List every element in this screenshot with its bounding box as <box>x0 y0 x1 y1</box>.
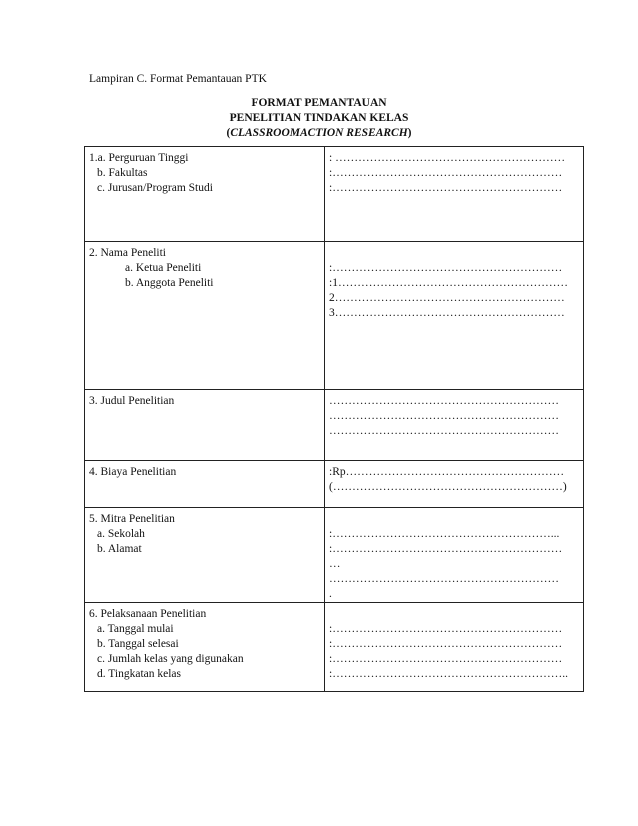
fill-in-line[interactable]: :…………………………………………………… <box>329 653 563 665</box>
fill-in-line[interactable]: :…………………………………………………….. <box>329 668 568 680</box>
form-row-institution <box>85 147 584 242</box>
field-label: c. Jumlah kelas yang digunakan <box>97 653 244 665</box>
form-row-partner <box>85 508 584 603</box>
field-label: 1.a. Perguruan Tinggi <box>89 152 189 164</box>
fill-in-line[interactable]: :…………………………………………………... <box>329 528 560 540</box>
row-label-cell <box>85 390 325 461</box>
row-label-cell <box>85 242 325 390</box>
field-label: b. Anggota Peneliti <box>125 277 214 289</box>
fill-in-line[interactable]: :…………………………………………………… <box>329 167 563 179</box>
fill-in-line[interactable]: …………………………………………………… <box>329 395 559 407</box>
form-row-researchers <box>85 242 584 390</box>
row-value-cell <box>325 603 584 692</box>
row-value-cell <box>325 461 584 508</box>
form-subtitle: PENELITIAN TINDAKAN KELAS <box>229 112 409 124</box>
field-label: 3. Judul Penelitian <box>89 395 175 407</box>
fill-in-line[interactable]: :…………………………………………………… <box>329 543 563 555</box>
row-value-cell <box>325 390 584 461</box>
form-row-budget <box>85 461 584 508</box>
monitoring-form-table <box>84 146 584 692</box>
form-title: FORMAT PEMANTAUAN <box>251 97 387 109</box>
field-label: 2. Nama Peneliti <box>89 247 166 259</box>
field-label: c. Jurusan/Program Studi <box>97 182 213 194</box>
field-label: b. Fakultas <box>97 167 148 179</box>
row-label-cell <box>85 603 325 692</box>
row-label-cell <box>85 147 325 242</box>
field-label: 6. Pelaksanaan Penelitian <box>89 608 207 620</box>
form-row-implementation <box>85 603 584 692</box>
row-label-cell <box>85 461 325 508</box>
row-value-cell <box>325 508 584 603</box>
field-label: b. Alamat <box>97 543 142 555</box>
fill-in-line[interactable]: :…………………………………………………… <box>329 182 563 194</box>
fill-in-line[interactable]: …………………………………………………… <box>329 425 559 437</box>
form-row-title <box>85 390 584 461</box>
fill-in-line[interactable]: :…………………………………………………… <box>329 623 563 635</box>
fill-in-line[interactable]: :…………………………………………………… <box>329 638 563 650</box>
field-label: a. Ketua Peneliti <box>125 262 202 274</box>
fill-in-line[interactable]: :…………………………………………………… <box>329 262 563 274</box>
row-value-cell <box>325 242 584 390</box>
row-label-cell <box>85 508 325 603</box>
fill-in-line[interactable]: …………………………………………………… <box>329 410 559 422</box>
appendix-caption: Lampiran C. Format Pemantauan PTK <box>89 73 267 85</box>
fill-in-line[interactable]: …………………………………………………… <box>329 573 559 585</box>
field-label: d. Tingkatan kelas <box>97 668 182 680</box>
field-label: b. Tanggal selesai <box>97 638 179 650</box>
fill-in-line[interactable]: (……………………………………………………) <box>329 481 567 493</box>
form-title-block <box>0 96 638 141</box>
fill-in-line[interactable]: … <box>329 558 341 570</box>
fill-in-line[interactable]: : …………………………………………………… <box>329 152 566 164</box>
fill-in-line[interactable]: :Rp………………………………………………… <box>329 466 565 478</box>
field-label: 5. Mitra Penelitian <box>89 513 175 525</box>
field-label: 4. Biaya Penelitian <box>89 466 177 478</box>
fill-in-line[interactable]: 3…………………………………………………… <box>329 307 565 319</box>
fill-in-line[interactable]: . <box>329 588 332 600</box>
form-subtitle-english: (CLASSROOMACTION RESEARCH) <box>226 127 412 139</box>
fill-in-line[interactable]: 2…………………………………………………… <box>329 292 565 304</box>
fill-in-line[interactable]: :1…………………………………………………… <box>329 277 568 289</box>
row-value-cell <box>325 147 584 242</box>
field-label: a. Tanggal mulai <box>97 623 174 635</box>
field-label: a. Sekolah <box>97 528 145 540</box>
